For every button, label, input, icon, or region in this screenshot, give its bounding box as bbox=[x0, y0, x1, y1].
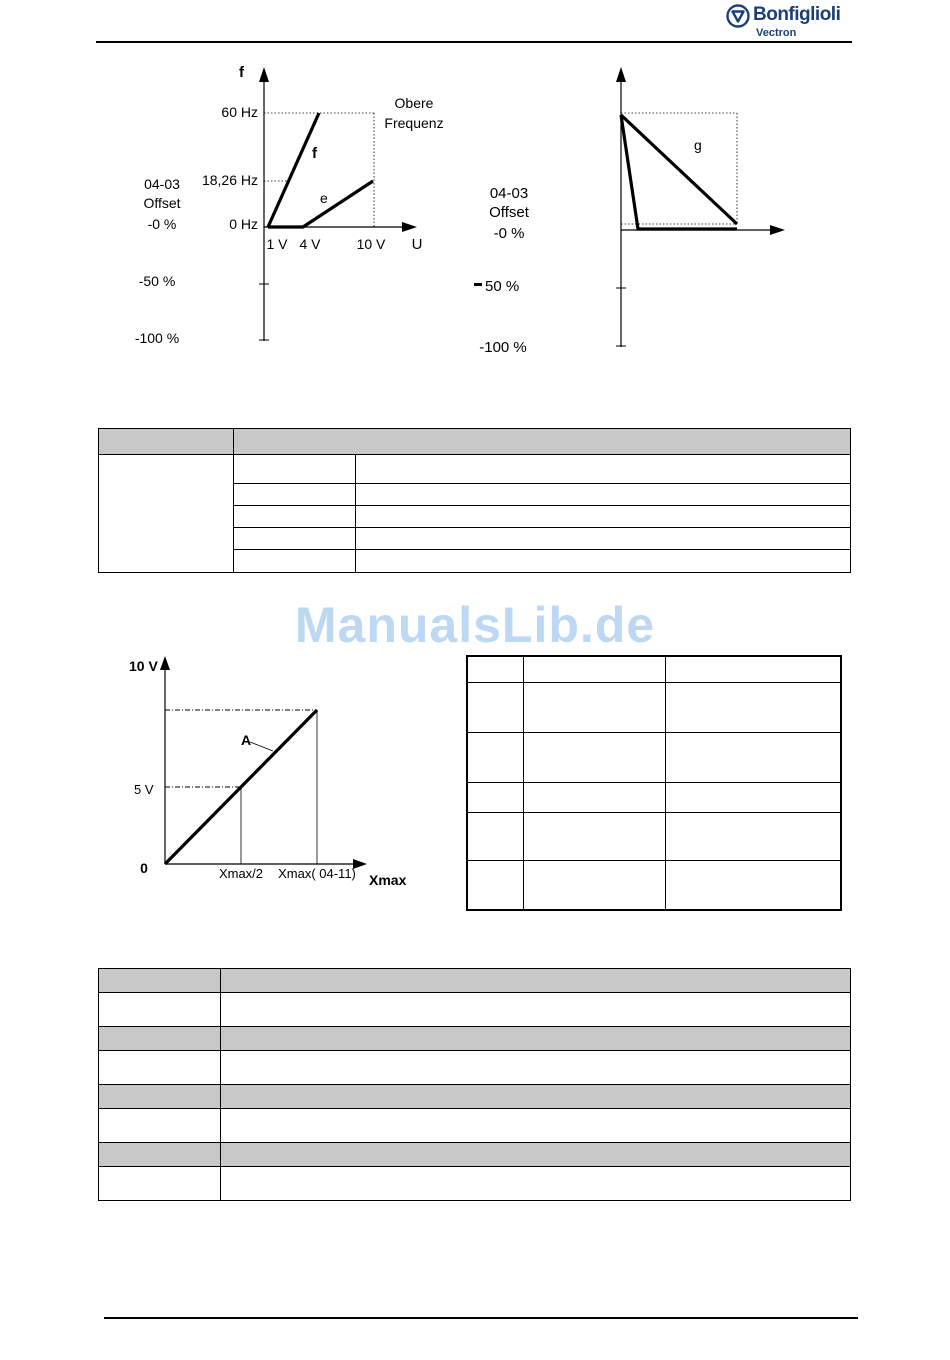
f3-curve-label: A bbox=[241, 732, 252, 748]
table-cell bbox=[221, 1109, 851, 1143]
brand-name: Bonfiglioli bbox=[753, 4, 841, 25]
table-row bbox=[99, 1167, 851, 1201]
f2-y-arrow bbox=[616, 67, 626, 82]
table-cell bbox=[523, 782, 665, 812]
table-row bbox=[467, 860, 841, 910]
table-cell bbox=[221, 969, 851, 993]
bonfiglioli-logo bbox=[726, 2, 856, 42]
table-cell bbox=[99, 1109, 221, 1143]
table-row bbox=[467, 782, 841, 812]
f1-neg100-label: -100 % bbox=[134, 330, 180, 346]
table-cell bbox=[523, 732, 665, 782]
f2-neg100-label: -100 % bbox=[479, 339, 527, 356]
f3-y-mid-label: 5 V bbox=[134, 782, 154, 797]
f1-y-arrow bbox=[259, 67, 269, 82]
table-cell bbox=[523, 860, 665, 910]
f2-offset-line3: -0 % bbox=[493, 225, 525, 242]
f2-neg50-dash bbox=[474, 283, 482, 286]
table-cell bbox=[467, 812, 523, 860]
f3-label-leader bbox=[250, 742, 273, 751]
f2-neg50-label: 50 % bbox=[485, 278, 520, 295]
table-1-header bbox=[99, 429, 851, 455]
table-cell bbox=[467, 782, 523, 812]
table-cell bbox=[99, 1051, 221, 1085]
table-row bbox=[99, 1085, 851, 1109]
f3-x-axis-label: Xmax bbox=[369, 872, 407, 888]
table-cell bbox=[99, 1167, 221, 1201]
table-row bbox=[99, 993, 851, 1027]
table-cell bbox=[665, 656, 841, 682]
table-cell bbox=[221, 1085, 851, 1109]
f3-x-max-label: Xmax( 04-11) bbox=[278, 866, 356, 881]
f3-x-half-label: Xmax/2 bbox=[218, 866, 264, 881]
header-rule bbox=[96, 41, 852, 43]
f1-offset-line3: -0 % bbox=[147, 216, 177, 232]
table-cell bbox=[99, 1143, 221, 1167]
f1-tick-1826hz: 18,26 Hz bbox=[201, 172, 258, 188]
table-cell bbox=[99, 993, 221, 1027]
table-cell bbox=[523, 656, 665, 682]
table-row bbox=[99, 1109, 851, 1143]
f1-x-axis-label: U bbox=[411, 236, 423, 253]
table-cell bbox=[234, 550, 356, 573]
f1-neg50-label: -50 % bbox=[138, 273, 176, 289]
table-1 bbox=[98, 428, 851, 573]
table-cell bbox=[665, 782, 841, 812]
f1-tick-10v: 10 V bbox=[356, 236, 386, 252]
table-2 bbox=[466, 655, 842, 911]
footer-rule bbox=[104, 1317, 858, 1319]
table-cell bbox=[99, 1027, 221, 1051]
f1-offset-line2: Offset bbox=[143, 195, 181, 211]
f1-tick-60hz: 60 Hz bbox=[221, 104, 258, 120]
table-cell bbox=[221, 993, 851, 1027]
table-1-group-cell bbox=[99, 455, 234, 573]
table-cell bbox=[467, 682, 523, 732]
f1-upper-freq-line2: Frequenz bbox=[384, 115, 444, 131]
f1-curve-f bbox=[268, 113, 319, 227]
table-row bbox=[467, 732, 841, 782]
f1-tick-1v: 1 V bbox=[266, 236, 288, 252]
table-3 bbox=[98, 968, 851, 1201]
f3-y-top-label: 10 V bbox=[129, 658, 158, 674]
table-row bbox=[99, 969, 851, 993]
table-cell bbox=[356, 484, 851, 506]
f2-offset-line1: 04-03 bbox=[489, 185, 529, 202]
sub-brand-name: Vectron bbox=[756, 27, 797, 39]
f1-upper-freq-line1: Obere bbox=[394, 95, 434, 111]
table-cell bbox=[99, 969, 221, 993]
table-row bbox=[99, 1143, 851, 1167]
table-cell bbox=[467, 732, 523, 782]
f1-x-arrow bbox=[402, 222, 417, 232]
table-cell bbox=[221, 1051, 851, 1085]
table-cell bbox=[234, 484, 356, 506]
table-row bbox=[467, 682, 841, 732]
table-cell bbox=[665, 860, 841, 910]
table-cell bbox=[356, 528, 851, 550]
table-cell bbox=[356, 506, 851, 528]
table-row bbox=[99, 1027, 851, 1051]
f1-curve-f-label: f bbox=[312, 145, 317, 162]
table-cell bbox=[234, 506, 356, 528]
f2-offset-line2: Offset bbox=[489, 204, 529, 221]
table-1-header-cell-1 bbox=[99, 429, 234, 455]
table-cell bbox=[221, 1167, 851, 1201]
f2-curve-g bbox=[621, 115, 737, 224]
table-cell bbox=[467, 656, 523, 682]
figure-inverted-characteristic bbox=[460, 50, 800, 360]
table-cell bbox=[356, 455, 851, 484]
table-cell bbox=[221, 1027, 851, 1051]
table-cell bbox=[99, 1085, 221, 1109]
table-cell bbox=[467, 860, 523, 910]
f1-offset-line1: 04-03 bbox=[144, 176, 180, 192]
table-cell bbox=[234, 455, 356, 484]
table-row bbox=[467, 656, 841, 682]
f3-origin-label: 0 bbox=[140, 860, 148, 876]
table-row bbox=[99, 455, 851, 484]
figure-frequency-characteristic bbox=[0, 50, 460, 360]
table-cell bbox=[523, 682, 665, 732]
watermark: ManualsLib.de bbox=[294, 597, 656, 653]
bonfiglioli-logo-icon bbox=[726, 4, 750, 28]
f2-curve-g-label: g bbox=[694, 137, 702, 153]
table-row bbox=[467, 812, 841, 860]
table-cell bbox=[665, 682, 841, 732]
table-cell bbox=[523, 812, 665, 860]
table-cell bbox=[234, 528, 356, 550]
f1-y-axis-label: f bbox=[239, 64, 244, 81]
figure-analog-output bbox=[120, 650, 430, 900]
table-cell bbox=[665, 732, 841, 782]
f1-tick-0hz: 0 Hz bbox=[229, 216, 258, 232]
table-cell bbox=[665, 812, 841, 860]
f2-x-arrow bbox=[770, 225, 785, 235]
table-row bbox=[99, 1051, 851, 1085]
f1-curve-e-label: e bbox=[320, 190, 328, 206]
f3-y-arrow bbox=[160, 656, 170, 670]
f1-tick-4v: 4 V bbox=[299, 236, 321, 252]
table-1-header-cell-2 bbox=[234, 429, 851, 455]
table-cell bbox=[356, 550, 851, 573]
table-cell bbox=[221, 1143, 851, 1167]
